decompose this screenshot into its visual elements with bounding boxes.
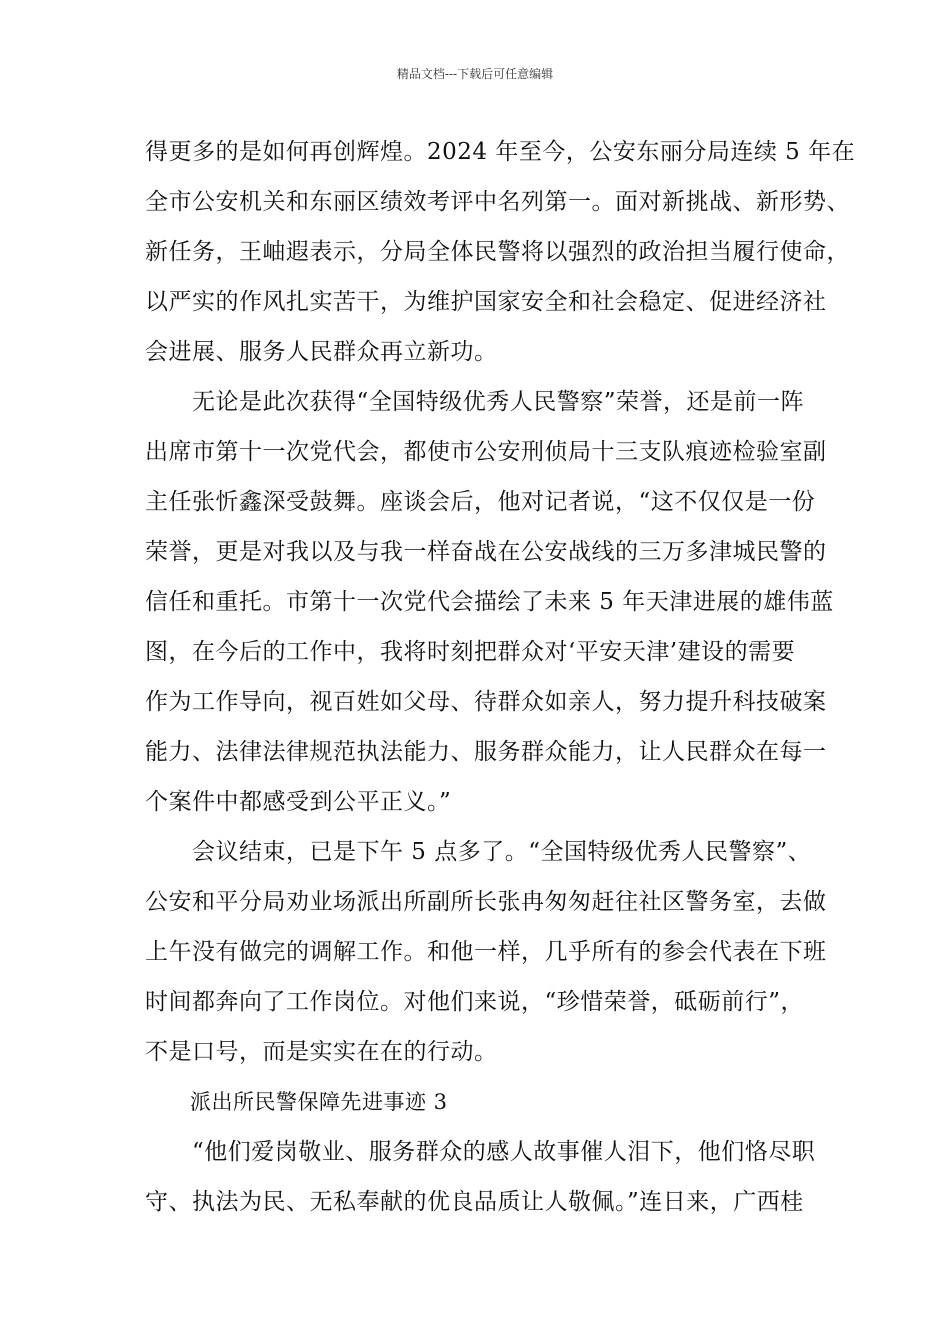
body-line: 个案件中都感受到公平正义。” bbox=[145, 789, 452, 815]
body-line: “他们爱岗敬业、服务群众的感人故事催人泪下，他们恪尽职 bbox=[192, 1139, 816, 1165]
body-line: 守、执法为民、无私奉献的优良品质让人敬佩。”连日来，广西桂 bbox=[145, 1189, 804, 1215]
body-line: 不是口号，而是实实在在的行动。 bbox=[145, 1039, 498, 1065]
body-line: 主任张忻鑫深受鼓舞。座谈会后，他对记者说，“这不仅仅是一份 bbox=[145, 489, 816, 515]
body-line: 以严实的作风扎实苦干，为维护国家安全和社会稳定、促进经济社 bbox=[145, 289, 827, 315]
body-line: 公安和平分局劝业场派出所副所长张冉匆匆赶往社区警务室，去做 bbox=[145, 889, 827, 915]
body-line: 时间都奔向了工作岗位。对他们来说，“珍惜荣誉，砥砺前行”， bbox=[145, 989, 805, 1015]
page-header: 精品文档---下载后可任意编辑 bbox=[396, 67, 554, 81]
section-heading: 派出所民警保障先进事迹 3 bbox=[190, 1090, 448, 1114]
body-line: 无论是此次获得“全国特级优秀人民警察”荣誉，还是前一阵 bbox=[192, 389, 805, 415]
body-line: 信任和重托。市第十一次党代会描绘了未来 5 年天津进展的雄伟蓝 bbox=[145, 589, 834, 615]
body-line: 新任务，王岫遐表示，分局全体民警将以强烈的政治担当履行使命， bbox=[145, 239, 850, 265]
body-line: 会进展、服务人民群众再立新功。 bbox=[145, 339, 498, 365]
body-line: 图，在今后的工作中，我将时刻把群众对‘平安天津’建设的需要 bbox=[145, 639, 796, 665]
body-line: 会议结束，已是下午 5 点多了。“全国特级优秀人民警察”、 bbox=[192, 839, 812, 865]
body-line: 上午没有做完的调解工作。和他一样，几乎所有的参会代表在下班 bbox=[145, 939, 827, 965]
body-line: 能力、法律法律规范执法能力、服务群众能力，让人民群众在每一 bbox=[145, 739, 827, 765]
body-line: 全市公安机关和东丽区绩效考评中名列第一。面对新挑战、新形势、 bbox=[145, 189, 850, 215]
body-line: 作为工作导向，视百姓如父母、待群众如亲人，努力提升科技破案 bbox=[145, 689, 827, 715]
body-line: 得更多的是如何再创辉煌。2024 年至今，公安东丽分局连续 5 年在 bbox=[145, 139, 856, 165]
body-line: 荣誉，更是对我以及与我一样奋战在公安战线的三万多津城民警的 bbox=[145, 539, 827, 565]
body-line: 出席市第十一次党代会，都使市公安刑侦局十三支队痕迹检验室副 bbox=[145, 439, 827, 465]
